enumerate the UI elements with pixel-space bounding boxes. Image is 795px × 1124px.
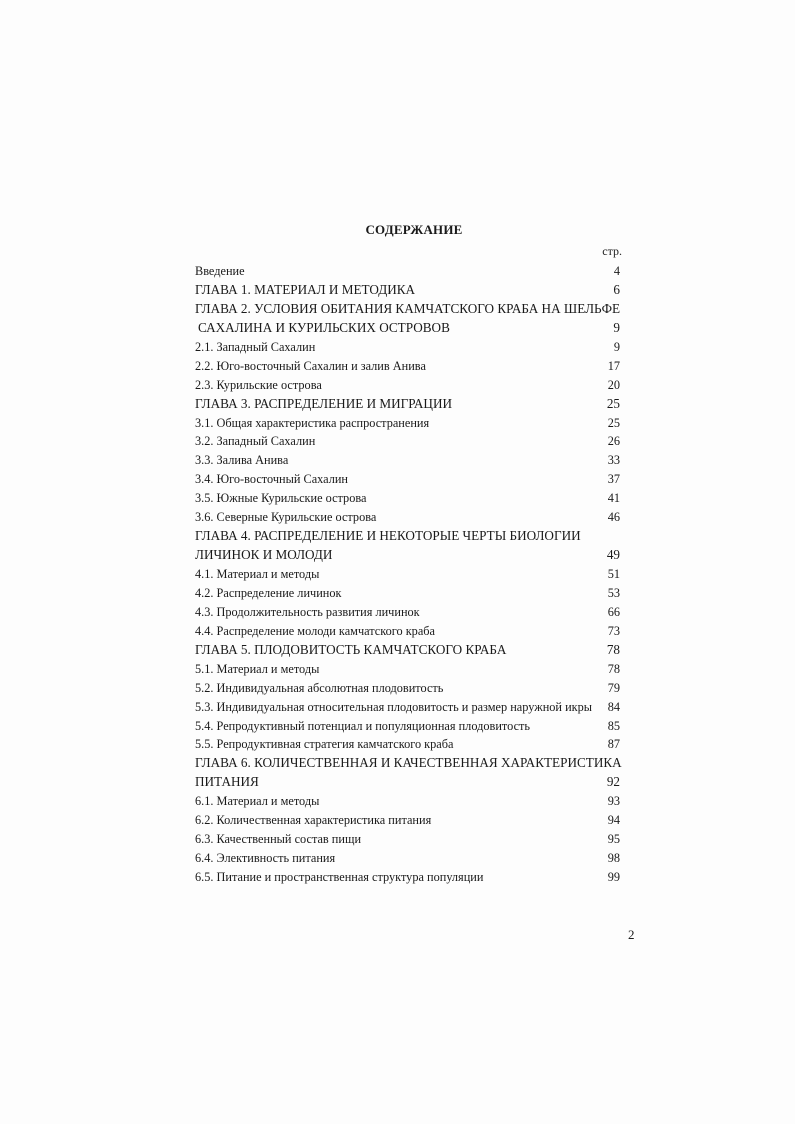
toc-entry-page: 98 (607, 851, 620, 866)
toc-chapter-entry (195, 300, 620, 319)
toc-entry (195, 622, 620, 641)
toc-entry-page: 26 (607, 434, 620, 449)
toc-entry (195, 357, 620, 376)
toc-entry-title: ГЛАВА 1. МАТЕРИАЛ И МЕТОДИКА (195, 281, 416, 297)
toc-chapter-entry (195, 546, 620, 565)
toc-entry-page: 93 (607, 794, 620, 809)
toc-entry-title: 3.3. Залива Анива (195, 453, 289, 468)
toc-entry (195, 470, 620, 489)
toc-entry-title: 6.5. Питание и пространственная структура популяции (195, 870, 484, 884)
toc-entry (195, 849, 620, 868)
toc-entry-title: 6.4. Элективность питания (195, 851, 336, 866)
toc-entry-title: 5.5. Репродуктивная стратегия камчатского краба (195, 737, 454, 752)
toc-entry-title: 2.2. Юго-восточный Сахалин и залив Анива (195, 358, 426, 373)
toc-chapter-entry (195, 773, 620, 792)
toc-entry (195, 584, 620, 603)
toc-entry (195, 679, 620, 698)
toc-entry (195, 698, 620, 717)
toc-entry-title: ЛИЧИНОК И МОЛОДИ (195, 547, 333, 563)
toc-entry (195, 717, 620, 736)
toc-entry (195, 338, 620, 357)
toc-entry-title: ГЛАВА 6. КОЛИЧЕСТВЕННАЯ И КАЧЕСТВЕННАЯ ХАРАКТЕРИСТИКА (195, 755, 622, 771)
toc-entry-title: Введение (195, 264, 245, 278)
toc-entry-page: 6 (613, 281, 620, 297)
toc-entry (195, 603, 620, 622)
toc-entry-title: 6.3. Качественный состав пищи (195, 832, 362, 847)
toc-entry-page: 25 (606, 395, 620, 411)
toc-entry-page (596, 527, 620, 546)
toc-chapter-entry (195, 527, 620, 546)
toc-entry (195, 376, 620, 395)
toc-entry-title: 3.6. Северные Курильские острова (195, 510, 377, 525)
toc-entry-title: САХАЛИНА И КУРИЛЬСКИХ ОСТРОВОВ (198, 319, 450, 335)
toc-entry-title: ГЛАВА 5. ПЛОДОВИТОСТЬ КАМЧАТСКОГО КРАБА (195, 641, 507, 657)
toc-entry-title: 3.4. Юго-восточный Сахалин (195, 472, 349, 487)
toc-chapter-entry (195, 281, 620, 300)
toc-entry-page: 49 (606, 547, 620, 563)
toc-entry (195, 489, 620, 508)
toc-entry (195, 262, 620, 281)
toc-entry-title: 6.2. Количественная характеристика питания (195, 813, 432, 828)
toc-entry-page: 73 (607, 623, 620, 638)
toc-entry-title: 6.1. Материал и методы (195, 794, 320, 809)
toc-entry-title: 5.1. Материал и методы (195, 661, 320, 676)
toc-entry-page: 17 (607, 358, 620, 373)
toc-entry-page: 9 (613, 339, 620, 354)
toc-entry-page: 41 (607, 491, 620, 506)
toc-entry (195, 792, 620, 811)
toc-chapter-entry (195, 395, 620, 414)
toc-entry (195, 565, 620, 584)
toc-heading: СОДЕРЖАНИЕ (365, 222, 463, 237)
toc-entry-page: 92 (606, 774, 620, 790)
toc-entry-title: 4.3. Продолжительность развития личинок (195, 604, 420, 619)
page-number: 2 (628, 927, 635, 942)
toc-entry-page: 33 (607, 453, 620, 468)
toc-entry (195, 830, 620, 849)
toc-chapter-entry (195, 319, 620, 338)
toc-entry-page: 53 (607, 585, 620, 600)
toc-entry-page: 37 (607, 472, 620, 487)
toc-entry (195, 735, 620, 754)
toc-entry-page: 20 (607, 377, 620, 392)
toc-entry-page: 85 (607, 718, 620, 733)
toc-entry (195, 451, 620, 470)
toc-entry-title: 4.1. Материал и методы (195, 567, 320, 581)
toc-entry-title: 4.2. Распределение личинок (195, 585, 342, 600)
toc-entry (195, 432, 620, 451)
toc-entry (195, 660, 620, 679)
toc-entry-page: 87 (607, 737, 620, 752)
toc-entry-page: 66 (607, 604, 620, 619)
toc-entry-title: 3.2. Западный Сахалин (195, 434, 316, 449)
toc-entry-title: 4.4. Распределение молоди камчатского краба (195, 623, 435, 638)
toc-entry-page (620, 300, 644, 319)
toc-entry (195, 414, 620, 433)
toc-entry-title: 2.1. Западный Сахалин (195, 339, 316, 354)
toc-entry-page: 95 (607, 832, 620, 847)
table-of-contents (195, 262, 620, 887)
toc-entry-page (622, 754, 646, 773)
toc-entry-page: 79 (607, 680, 620, 695)
toc-entry-title: 5.3. Индивидуальная относительная плодовитость и размер наружной икры (195, 699, 593, 714)
toc-entry-title: ПИТАНИЯ (195, 774, 259, 790)
toc-entry-page: 46 (607, 510, 620, 525)
toc-entry-page: 4 (613, 264, 620, 278)
toc-entry-title: ГЛАВА 3. РАСПРЕДЕЛЕНИЕ И МИГРАЦИИ (195, 395, 453, 411)
toc-entry-page: 84 (607, 699, 620, 714)
toc-entry-page: 78 (607, 661, 620, 676)
toc-entry-title: 3.5. Южные Курильские острова (195, 491, 367, 506)
toc-chapter-entry (195, 754, 620, 773)
toc-entry-page: 25 (607, 415, 620, 430)
page-column-label: стр. (602, 244, 622, 258)
toc-entry (195, 508, 620, 527)
toc-entry (195, 811, 620, 830)
toc-entry-title: 2.3. Курильские острова (195, 377, 322, 392)
toc-entry-title: ГЛАВА 2. УСЛОВИЯ ОБИТАНИЯ КАМЧАТСКОГО КРАБА НА ШЕЛЬФЕ (195, 300, 621, 316)
toc-entry-title: ГЛАВА 4. РАСПРЕДЕЛЕНИЕ И НЕКОТОРЫЕ ЧЕРТЫ БИОЛОГИИ (195, 528, 581, 544)
toc-entry-page: 78 (606, 641, 620, 657)
toc-chapter-entry (195, 641, 620, 660)
toc-entry-page: 51 (607, 567, 620, 581)
toc-entry-title: 3.1. Общая характеристика распространения (195, 415, 430, 430)
toc-entry (195, 868, 620, 887)
toc-entry-page: 94 (607, 813, 620, 828)
toc-entry-title: 5.4. Репродуктивный потенциал и популяционная плодовитость (195, 718, 531, 733)
toc-entry-page: 9 (613, 319, 620, 335)
toc-entry-title: 5.2. Индивидуальная абсолютная плодовитость (195, 680, 444, 695)
toc-entry-page: 99 (607, 870, 620, 884)
